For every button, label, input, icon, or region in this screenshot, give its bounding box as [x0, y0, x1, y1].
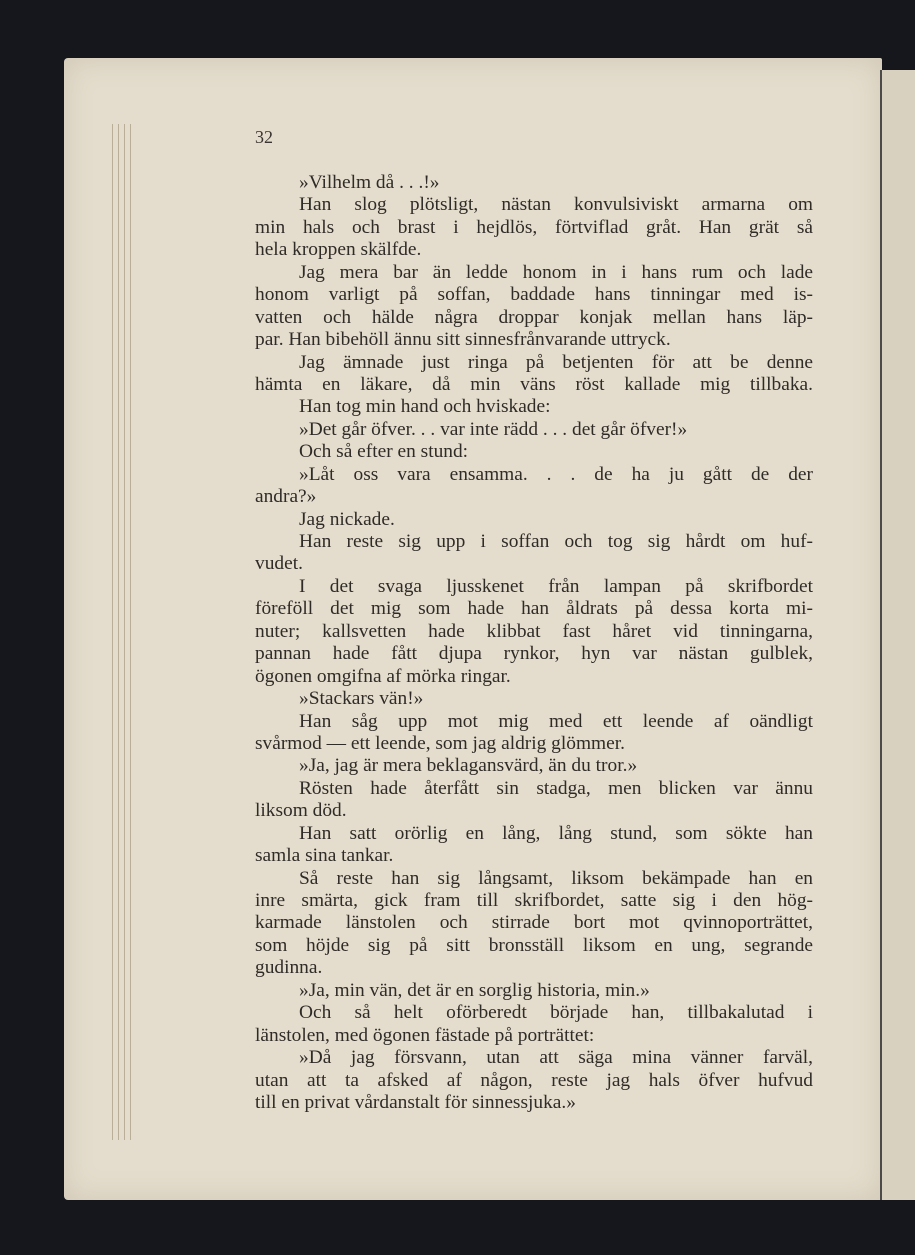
- text-line: »Stackars vän!»: [299, 688, 424, 710]
- page-edge: [112, 124, 113, 1140]
- text-line: »Då jag försvann, utan att säga mina vänner farväl,: [299, 1047, 813, 1069]
- text-line: hela kroppen skälfde.: [255, 239, 422, 261]
- text-line: vatten och hälde några droppar konjak mellan hans läp-: [255, 306, 813, 328]
- text-line: andra?»: [255, 486, 317, 508]
- text-line: utan att ta afsked af någon, reste jag hals öfver hufvud: [255, 1069, 813, 1091]
- page-edge: [118, 124, 119, 1140]
- text-line: Han satt orörlig en lång, lång stund, som sökte han: [299, 822, 813, 844]
- text-line: gudinna.: [255, 957, 323, 979]
- text-line: »Ja, jag är mera beklagansvärd, än du tror.»: [299, 755, 638, 777]
- text-line: länstolen, med ögonen fästade på porträttet:: [255, 1024, 595, 1046]
- text-line: »Det går öfver. . . var inte rädd . . . det går öfver!»: [299, 418, 688, 440]
- text-line: karmade länstolen och stirrade bort mot qvinnoporträttet,: [255, 912, 813, 934]
- body-text: [255, 172, 813, 1114]
- text-line: Rösten hade återfått sin stadga, men blicken var ännu: [299, 777, 813, 799]
- text-line: inre smärta, gick fram till skrifbordet, satte sig i den hög-: [255, 890, 813, 911]
- facing-page-edge: [880, 70, 915, 1200]
- text-line: nuter; kallsvetten hade klibbat fast håret vid tinningarna,: [255, 620, 813, 642]
- text-line: par. Han bibehöll ännu sitt sinnesfrånvarande uttryck.: [255, 329, 671, 351]
- text-line: liksom död.: [255, 800, 347, 822]
- text-line: »Vilhelm då . . .!»: [299, 172, 440, 193]
- text-line: till en privat vårdanstalt för sinnessjuka.»: [255, 1091, 576, 1113]
- page-edge: [130, 124, 131, 1140]
- text-line: hämta en läkare, då min väns röst kallade mig tillbaka.: [255, 373, 813, 395]
- text-line: min hals och brast i hejdlös, förtviflad gråt. Han grät så: [255, 216, 813, 238]
- text-line: I det svaga ljusskenet från lampan på skrifbordet: [299, 575, 813, 597]
- text-line: Han såg upp mot mig med ett leende af oändligt: [299, 710, 813, 732]
- text-line: honom varligt på soffan, baddade hans tinningar med is-: [255, 284, 813, 306]
- text-line: Och så efter en stund:: [299, 441, 469, 463]
- page-number: 32: [255, 127, 273, 147]
- text-line: Jag mera bar än ledde honom in i hans rum och lade: [299, 261, 813, 283]
- text-line: Han reste sig upp i soffan och tog sig hårdt om huf-: [299, 531, 813, 552]
- text-line: Så reste han sig långsamt, liksom bekämpade han en: [299, 867, 813, 889]
- text-line: »Låt oss vara ensamma. . . de ha ju gått de der: [299, 463, 813, 485]
- text-line: som höjde sig på sitt bronsställ liksom en ung, segrande: [255, 934, 813, 956]
- text-line: Jag nickade.: [299, 508, 395, 530]
- text-line: föreföll det mig som hade han åldrats på dessa korta mi-: [255, 598, 813, 620]
- text-line: samla sina tankar.: [255, 845, 394, 867]
- text-line: Och så helt oförberedt började han, tillbakalutad i: [299, 1002, 813, 1024]
- text-line: Han tog min hand och hviskade:: [299, 396, 551, 418]
- text-line: vudet.: [255, 553, 303, 575]
- text-line: pannan hade fått djupa rynkor, hyn var nästan gulblek,: [255, 643, 813, 665]
- text-line: ögonen omgifna af mörka ringar.: [255, 665, 511, 687]
- text-line: svårmod — ett leende, som jag aldrig glömmer.: [255, 732, 625, 754]
- page-edge: [124, 124, 125, 1140]
- text-line: Jag ämnade just ringa på betjenten för att be denne: [299, 351, 813, 373]
- text-line: Han slog plötsligt, nästan konvulsiviskt armarna om: [299, 194, 813, 216]
- text-line: »Ja, min vän, det är en sorglig historia, min.»: [299, 979, 650, 1001]
